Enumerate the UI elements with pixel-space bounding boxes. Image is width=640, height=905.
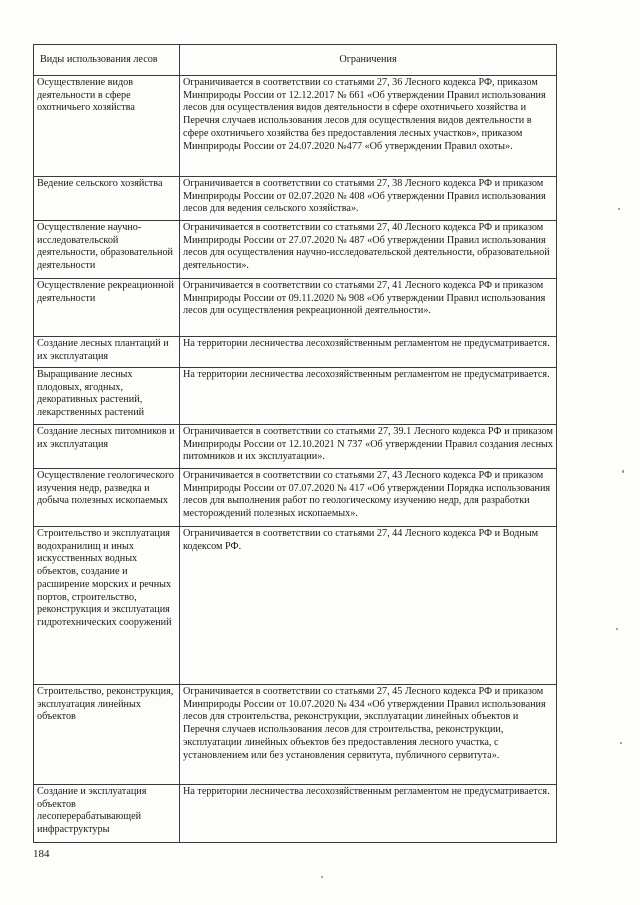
scan-speck — [618, 208, 620, 210]
forest-use-cell: Создание и эксплуатация объектов лесоперерабатывающей инфраструктуры — [34, 785, 180, 843]
forest-use-cell: Строительство, реконструкция, эксплуатация линейных объектов — [34, 685, 180, 785]
forest-use-cell: Выращивание лесных плодовых, ягодных, декоративных растений, лекарственных растений — [34, 368, 180, 425]
restriction-cell: Ограничивается в соответствии со статьями 27, 45 Лесного кодекса РФ и приказом Минприроды России от 10.07.2020 № 434 «Об утверждении Правил использования лесов для строительства, реконструкции, эксплуатации линейных объектов и Перечня случаев использования лесов для строительства, реконструкции, эксплуатации линейных объектов без предоставления лесного участка, с установлением или без установления сервитута, публичного сервитута». — [180, 685, 557, 785]
restriction-cell: Ограничивается в соответствии со статьями 27, 44 Лесного кодекса РФ и Водным кодексом РФ. — [180, 527, 557, 685]
restriction-cell: Ограничивается в соответствии со статьями 27, 43 Лесного кодекса РФ и приказом Минприроды России от 07.07.2020 № 417 «Об утверждении Порядка использования лесов для выполнения работ по геологическому изучению недр, для разработки месторождений полезных ископаемых». — [180, 469, 557, 527]
page-number: 184 — [33, 848, 50, 860]
restriction-cell: На территории лесничества лесохозяйственным регламентом не предусматривается. — [180, 785, 557, 843]
scan-speck — [321, 876, 323, 878]
forest-use-restrictions-table — [33, 44, 557, 843]
table-row — [34, 527, 557, 685]
restriction-cell: Ограничивается в соответствии со статьями 27, 40 Лесного кодекса РФ и приказом Минприроды России от 27.07.2020 № 487 «Об утверждении Правил использования лесов для осуществления научно-исследовательской деятельности, образовательной деятельности». — [180, 221, 557, 279]
restriction-cell: На территории лесничества лесохозяйственным регламентом не предусматривается. — [180, 368, 557, 425]
table-row — [34, 337, 557, 368]
forest-use-cell: Осуществление рекреационной деятельности — [34, 279, 180, 337]
table-row — [34, 469, 557, 527]
scan-speck — [622, 470, 624, 473]
table-row — [34, 785, 557, 843]
restriction-cell: Ограничивается в соответствии со статьями 27, 39.1 Лесного кодекса РФ и приказом Минприроды России от 12.10.2021 N 737 «Об утверждении Правил создания лесных питомников и их эксплуатации». — [180, 425, 557, 469]
scan-speck — [620, 742, 622, 744]
forest-use-cell: Осуществление геологического изучения недр, разведка и добыча полезных ископаемых — [34, 469, 180, 527]
table-row — [34, 368, 557, 425]
forest-use-cell: Создание лесных питомников и их эксплуатация — [34, 425, 180, 469]
restriction-cell: Ограничивается в соответствии со статьями 27, 41 Лесного кодекса РФ и приказом Минприроды России от 09.11.2020 № 908 «Об утверждении Правил использования лесов для осуществления рекреационной деятельности». — [180, 279, 557, 337]
restriction-cell: На территории лесничества лесохозяйственным регламентом не предусматривается. — [180, 337, 557, 368]
restriction-cell: Ограничивается в соответствии со статьями 27, 38 Лесного кодекса РФ и приказом Минприроды России от 02.07.2020 № 408 «Об утверждении Правил использования лесов для ведения сельского хозяйства». — [180, 177, 557, 221]
table-row — [34, 76, 557, 177]
header-restrictions: Ограничения — [180, 45, 557, 76]
table-row — [34, 425, 557, 469]
forest-use-cell: Осуществление видов деятельности в сфере охотничьего хозяйства — [34, 76, 180, 177]
forest-use-cell: Строительство и эксплуатация водохранилищ и иных искусственных водных объектов, создание и расширение морских и речных портов, строительство, реконструкция и эксплуатация гидротехнических сооружений — [34, 527, 180, 685]
table-header-row — [34, 45, 557, 76]
table-row — [34, 685, 557, 785]
scan-speck — [616, 628, 618, 630]
forest-use-cell: Создание лесных плантаций и их эксплуатация — [34, 337, 180, 368]
restriction-cell: Ограничивается в соответствии со статьями 27, 36 Лесного кодекса РФ, приказом Минприроды России от 12.12.2017 № 661 «Об утверждении Правил использования лесов для осуществления видов деятельности в сфере охотничьего хозяйства и Перечня случаев использования лесов для осуществления видов деятельности в сфере охотничьего хозяйства без предоставления лесных участков», приказом Минприроды России от 24.07.2020 №477 «Об утверждении Правил охоты». — [180, 76, 557, 177]
header-forest-use-types: Виды использования лесов — [34, 45, 180, 76]
table-row — [34, 279, 557, 337]
table-row — [34, 221, 557, 279]
forest-use-cell: Осуществление научно-исследовательской деятельности, образовательной деятельности — [34, 221, 180, 279]
table-row — [34, 177, 557, 221]
forest-use-cell: Ведение сельского хозяйства — [34, 177, 180, 221]
